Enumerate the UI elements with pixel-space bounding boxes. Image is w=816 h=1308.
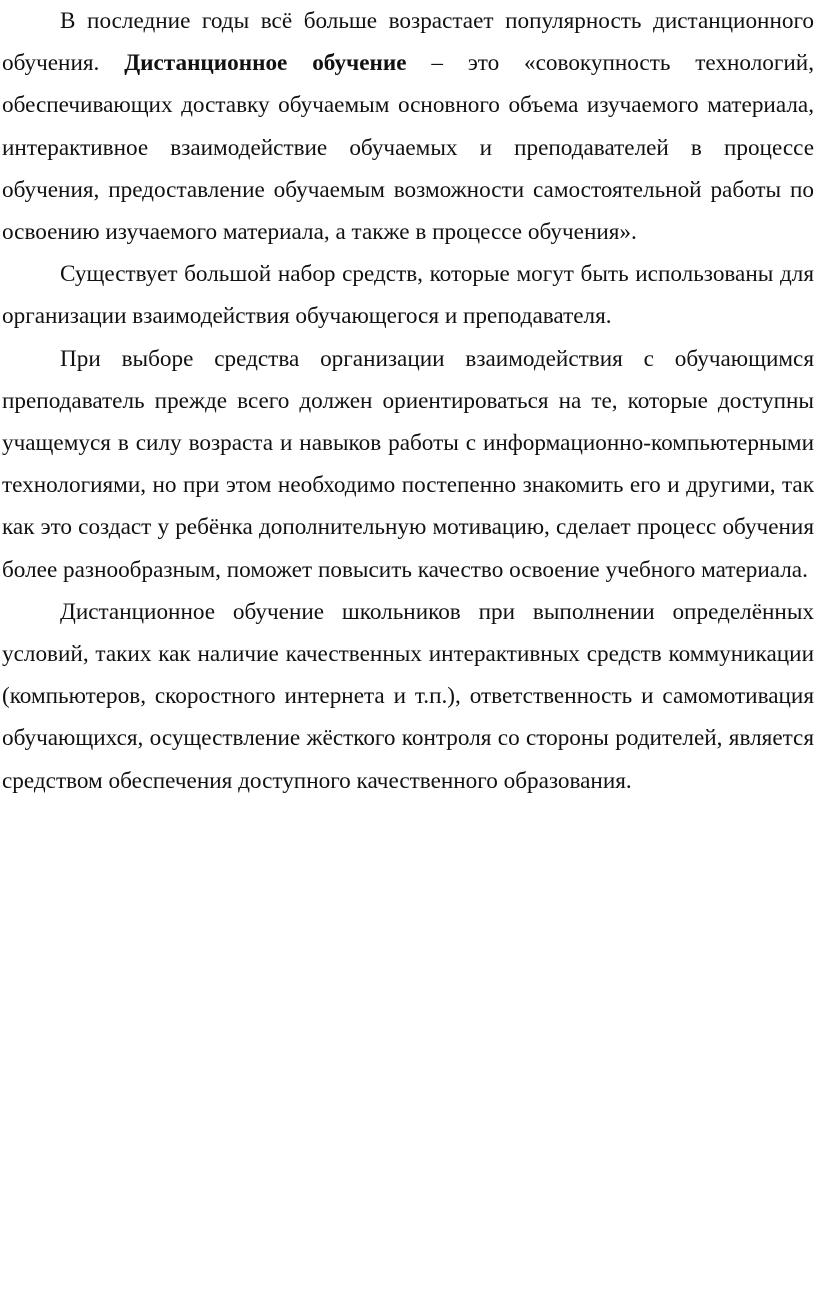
paragraph-1-lead: В последние годы всё больше возрастает популярность дистанционного обучения.	[2, 8, 814, 77]
paragraph-1-rest: – это «совокупность технологий, обеспечивающих доставку обучаемым основного объема изучаемого материала, интерактивное взаимодействие обучаемых и преподавателей в процессе обучения, предоставление обучаемым возможности самостоятельной работы по освоению изучаемого материала, а также в процессе обучения».	[2, 50, 814, 246]
paragraph-3: При выборе средства организации взаимодействия с обучающимся преподаватель прежде всего должен ориентироваться на те, которые доступны учащемуся в силу возраста и навыков работы с информационно-компьютерными технологиями, но при этом необходимо постепенно знакомить его и другими, так как это создаст у ребёнка дополнительную мотивацию, сделает процесс обучения более разнообразным, поможет повысить качество освоение учебного материала.	[2, 345, 814, 583]
paragraph-4: Дистанционное обучение школьников при выполнении определённых условий, таких как наличие качественных интерактивных средств коммуникации (компьютеров, скоростного интернета и т.п.), ответственность и самомотивация обучающихся, осуществление жёсткого контроля со стороны родителей, является средством обеспечения доступного качественного образования.	[2, 598, 814, 794]
document-body	[2, 0, 814, 802]
paragraph-1	[2, 0, 814, 253]
paragraph-2: Существует большой набор средств, которые могут быть использованы для организации взаимодействия обучающегося и преподавателя.	[2, 261, 814, 330]
definition-term: Дистанционное обучение	[124, 50, 407, 77]
